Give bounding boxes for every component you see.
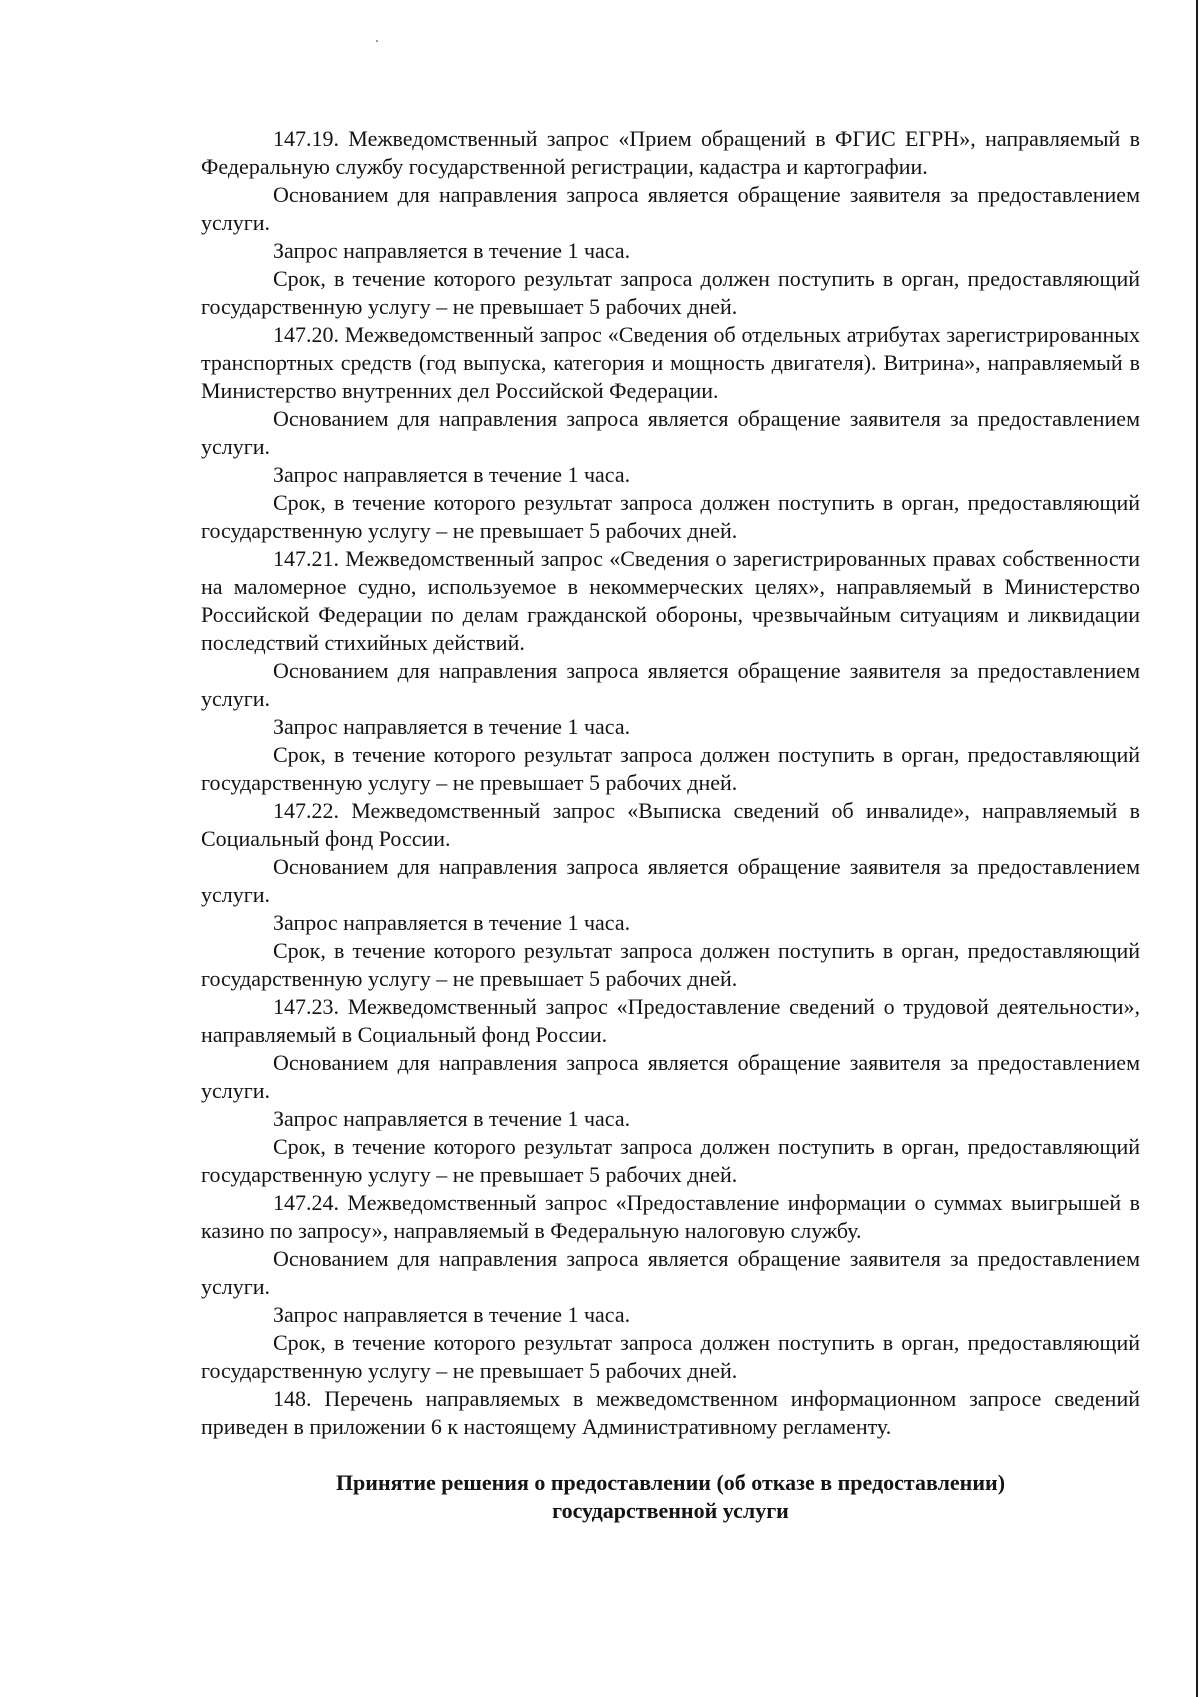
- paragraph-147-22: 147.22. Межведомственный запрос «Выписка сведений об инвалиде», направляемый в Социальный фонд России.: [201, 798, 1140, 851]
- section-heading-line-2: государственной услуги: [552, 1498, 789, 1523]
- paragraph-deadline: Срок, в течение которого результат запроса должен поступить в орган, предоставляющий государственную услугу – не превышает 5 рабочих дней.: [201, 490, 1140, 543]
- paragraph-147-20: 147.20. Межведомственный запрос «Сведения об отдельных атрибутах зарегистрированных транспортных средств (год выпуска, категория и мощность двигателя). Витрина», направляемый в Министерство внутренних дел Российской Федерации.: [201, 322, 1140, 403]
- paragraph-deadline: Срок, в течение которого результат запроса должен поступить в орган, предоставляющий государственную услугу – не превышает 5 рабочих дней.: [201, 1330, 1140, 1383]
- section-heading: [201, 1469, 1140, 1525]
- document-body: [201, 125, 1140, 1525]
- paragraph-basis: Основанием для направления запроса является обращение заявителя за предоставлением услуги.: [201, 1050, 1140, 1103]
- section-heading-line-1: Принятие решения о предоставлении (об отказе в предоставлении): [335, 1470, 1006, 1495]
- scan-edge-line: [1196, 0, 1198, 1697]
- paragraph-147-24: 147.24. Межведомственный запрос «Предоставление информации о суммах выигрышей в казино по запросу», направляемый в Федеральную налоговую службу.: [201, 1190, 1140, 1243]
- paragraph-basis: Основанием для направления запроса является обращение заявителя за предоставлением услуги.: [201, 182, 1140, 235]
- paragraph-basis: Основанием для направления запроса является обращение заявителя за предоставлением услуги.: [201, 658, 1140, 711]
- paragraph-147-19: 147.19. Межведомственный запрос «Прием обращений в ФГИС ЕГРН», направляемый в Федеральную службу государственной регистрации, кадастра и картографии.: [201, 126, 1140, 179]
- paragraph-request-time: Запрос направляется в течение 1 часа.: [273, 714, 631, 739]
- paragraph-147-23: 147.23. Межведомственный запрос «Предоставление сведений о трудовой деятельности», направляемый в Социальный фонд России.: [201, 994, 1140, 1047]
- paragraph-request-time: Запрос направляется в течение 1 часа.: [273, 1302, 631, 1327]
- paragraph-deadline: Срок, в течение которого результат запроса должен поступить в орган, предоставляющий государственную услугу – не превышает 5 рабочих дней.: [201, 742, 1140, 795]
- paragraph-basis: Основанием для направления запроса является обращение заявителя за предоставлением услуги.: [201, 406, 1140, 459]
- paragraph-request-time: Запрос направляется в течение 1 часа.: [273, 238, 631, 263]
- paragraph-deadline: Срок, в течение которого результат запроса должен поступить в орган, предоставляющий государственную услугу – не превышает 5 рабочих дней.: [201, 1134, 1140, 1187]
- paragraph-request-time: Запрос направляется в течение 1 часа.: [273, 1106, 631, 1131]
- paragraph-148: 148. Перечень направляемых в межведомственном информационном запросе сведений приведен в приложении 6 к настоящему Административному регламенту.: [201, 1386, 1140, 1439]
- paragraph-request-time: Запрос направляется в течение 1 часа.: [273, 910, 631, 935]
- paragraph-request-time: Запрос направляется в течение 1 часа.: [273, 462, 631, 487]
- paragraph-basis: Основанием для направления запроса является обращение заявителя за предоставлением услуги.: [201, 1246, 1140, 1299]
- paragraph-deadline: Срок, в течение которого результат запроса должен поступить в орган, предоставляющий государственную услугу – не превышает 5 рабочих дней.: [201, 266, 1140, 319]
- paragraph-basis: Основанием для направления запроса является обращение заявителя за предоставлением услуги.: [201, 854, 1140, 907]
- scan-artifact: [376, 40, 378, 42]
- paragraph-147-21: 147.21. Межведомственный запрос «Сведения о зарегистрированных правах собственности на маломерное судно, используемое в некоммерческих целях», направляемый в Министерство Российской Федерации по делам гражданской обороны, чрезвычайным ситуациям и ликвидации последствий стихийных действий.: [201, 546, 1140, 655]
- paragraph-deadline: Срок, в течение которого результат запроса должен поступить в орган, предоставляющий государственную услугу – не превышает 5 рабочих дней.: [201, 938, 1140, 991]
